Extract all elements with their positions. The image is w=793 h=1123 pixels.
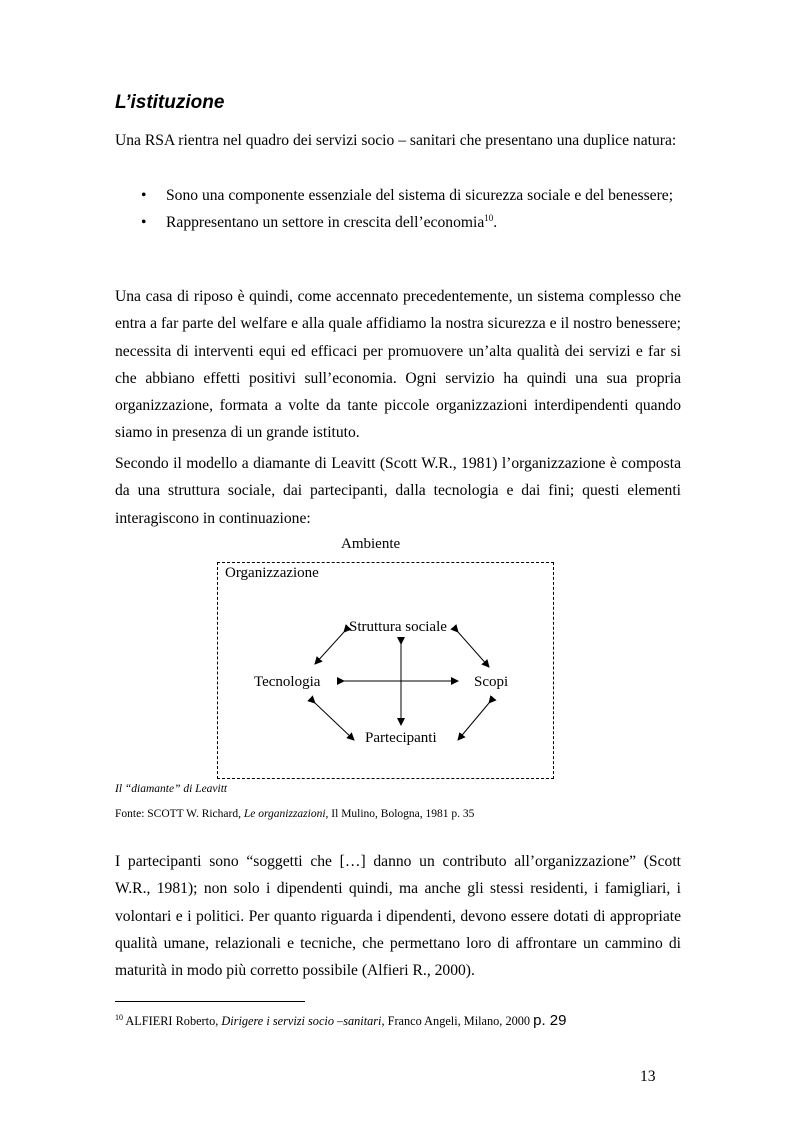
body-paragraph: Una casa di riposo è quindi, come accennato precedentemente, un sistema complesso che entra a far parte del welfare e alla quale affidiamo la nostra sicurezza e il nostro benessere; necessita di interventi equi ed efficaci per promuovere un’alta qualità dei servizi e far si che abbiano effetti positivi sull’economia. Ogni servizio ha quindi una sua propria organizzazione, formata a volte da tante piccole organizzazioni interdipendenti quando siamo in presenza di un grande istituto. [115,288,681,442]
organization-label: Organizzazione [225,565,319,581]
footnote-number: 10 [115,1013,123,1022]
footnote-rest: , Franco Angeli, Milano, 2000 [381,1014,534,1028]
source-title: Le organizzazioni [243,808,326,820]
body-paragraph: Secondo il modello a diamante di Leavitt (Scott W.R., 1981) l’organizzazione è composta da una struttura sociale, dai partecipanti, dalla tecnologia e dai fini; questi elementi interagiscono in continuazione: [115,455,681,527]
footnote [115,1012,567,1029]
body-paragraph: I partecipanti sono “soggetti che […] danno un contributo all’organizzazione” (Scott W.R., 1981); non solo i dipendenti quindi, ma anche gli stessi residenti, i famigliari, i volontari e i politici. Per quanto riguarda i dipendenti, devono essere dotati di appropriate qualità umane, relazionali e tecniche, che permettano loro di affrontare un cammino di maturità in modo più corretto possibile (Alfieri R., 2000). [115,853,681,980]
bullet-item [115,182,681,209]
node-social-structure: Struttura sociale [349,619,447,635]
bullet-list [115,182,681,237]
section-heading: L’istituzione [115,92,225,113]
bullet-text: Sono una componente essenziale del sistema di sicurezza sociale e del benessere; [166,187,674,204]
node-goals: Scopi [474,674,509,690]
source-prefix: Fonte: SCOTT W. Richard, [115,808,244,820]
footnote-author: ALFIERI Roberto, [123,1014,222,1028]
figure-caption: Il “diamante” di Leavitt [115,783,228,795]
page-number: 13 [640,1068,656,1085]
source-suffix: , Il Mulino, Bologna, 1981 p. 35 [325,808,475,820]
node-technology: Tecnologia [254,674,321,690]
footnote-separator [115,1001,305,1002]
footnote-ref[interactable]: 10 [484,213,494,224]
footnote-page: p. 29 [533,1012,567,1029]
footnote-title: Dirigere i servizi socio –sanitari [221,1014,382,1028]
bullet-text: Rappresentano un settore in crescita dell’economia [166,214,485,232]
bullet-icon: • [141,214,147,232]
bullet-icon: • [141,187,147,204]
bullet-item [115,209,681,236]
node-participants: Partecipanti [365,730,437,746]
bullet-end: . [493,214,498,232]
environment-label: Ambiente [341,536,401,552]
intro-paragraph: Una RSA rientra nel quadro dei servizi socio – sanitari che presentano una duplice natura: [115,132,677,149]
figure-source [115,808,474,820]
